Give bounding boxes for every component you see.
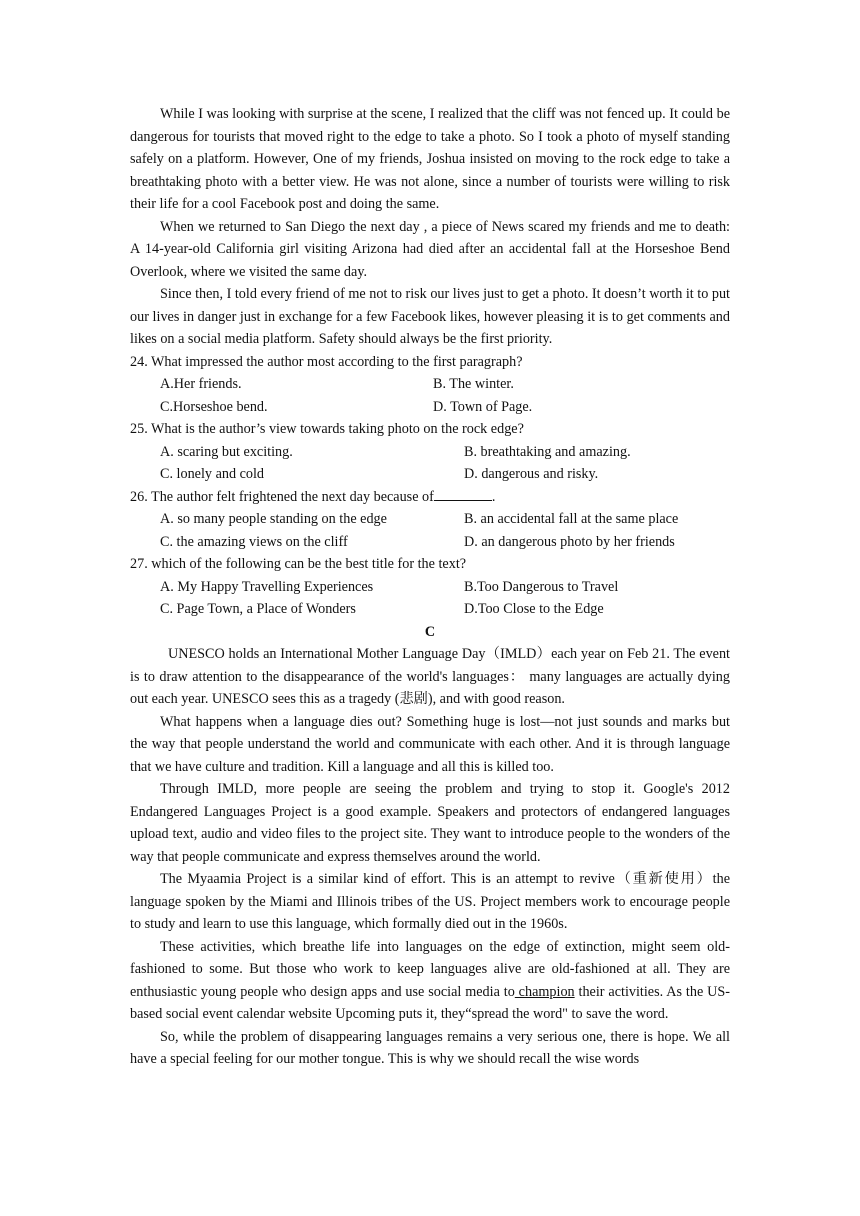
section-c-paragraph-6: So, while the problem of disappearing languages remains a very serious one, there is hope. We all have a special feeling for our mother tongue. This is why we should recall the wise words (130, 1028, 730, 1067)
question-27-options-row-2 (130, 598, 730, 621)
question-27-option-c: C. Page Town, a Place of Wonders (160, 601, 356, 617)
question-24-option-a: A.Her friends. (160, 376, 242, 392)
question-26-options-row-2 (130, 531, 730, 554)
question-27-options-row-1 (130, 576, 730, 599)
question-25-option-a: A. scaring but exciting. (160, 443, 293, 460)
question-24-stem: 24. What impressed the author most according to the first paragraph? (130, 353, 523, 370)
question-25-option-b: B. breathtaking and amazing. (464, 443, 631, 460)
question-26-option-d: D. an dangerous photo by her friends (464, 533, 675, 550)
question-27-option-b: B.Too Dangerous to Travel (464, 578, 619, 595)
question-25-options-row-2 (130, 463, 730, 486)
question-27-option-d: D.Too Close to the Edge (464, 601, 604, 617)
section-c-paragraph-5-start: These activities, which breathe life into languages on the edge of extinction, might seem old-fashioned to some. But those who work to keep languages alive are old-fashioned at all. They are enthusiastic young people who design apps and use social media to (130, 938, 730, 1000)
question-25-option-c: C. lonely and cold (160, 466, 265, 482)
document-page (130, 103, 730, 1071)
underlined-word-champion: champion (514, 983, 575, 1000)
passage-b-paragraph-1: While I was looking with surprise at the scene, I realized that the cliff was not fenced up. It could be dangerous for tourists that moved right to the edge to take a photo. So I took a photo of myself standing safely on a platform. However, One of my friends, Joshua insisted on moving to the rock edge to take a breathtaking photo with a better view. He was not alone, since a number of tourists were willing to risk their life for a cool Facebook post and doing the same. (130, 106, 730, 212)
question-25-option-d: D. dangerous and risky. (464, 466, 599, 482)
section-c-paragraph-5 (130, 936, 730, 1026)
section-c-title: C (424, 623, 436, 640)
question-25-options-row-1 (130, 441, 730, 464)
passage-b-paragraph-2: When we returned to San Diego the next day , a piece of News scared my friends and me to death: A 14-year-old California girl visiting Arizona had died after an accidental fall at the Horseshoe Bend Overlook, where we visited the same day. (130, 218, 730, 280)
section-c-paragraph-1: UNESCO holds an International Mother Language Day（IMLD）each year on Feb 21. The event is to draw attention to the disappearance of the world's languages： many languages are actually dying out each year. UNESCO sees this as a tragedy (悲剧), and with good reason. (130, 646, 730, 707)
question-27-option-a: A. My Happy Travelling Experiences (160, 578, 374, 595)
question-26-option-a: A. so many people standing on the edge (160, 511, 387, 527)
passage-b-paragraph-3: Since then, I told every friend of me not to risk our lives just to get a photo. It doesn’t worth it to put our lives in danger just in exchange for a few Facebook likes, however pleasing it is to get comments and likes on a social media platform. Safety should always be the first priority. (130, 286, 730, 347)
question-24-option-d: D. Town of Page. (433, 398, 533, 415)
question-26-stem-line (130, 486, 730, 509)
section-c-paragraph-2: What happens when a language dies out? Something huge is lost—not just sounds and marks but the way that people understand the world and communicate with each other. And it is through language that we have culture and tradition. Kill a language and all this is killed too. (130, 713, 730, 775)
question-26-options-row-1 (130, 508, 730, 531)
question-25-stem: 25. What is the author’s view towards taking photo on the rock edge? (130, 421, 524, 437)
question-26-stem-end: . (491, 488, 496, 505)
question-24-options-row-1 (130, 373, 730, 396)
question-24-options-row-2 (130, 396, 730, 419)
question-27-stem: 27. which of the following can be the best title for the text? (130, 556, 467, 572)
section-c-paragraph-5-end: their activities. As the US-based social event calendar website Upcoming puts it, they“spread the word" to save the word. (130, 983, 731, 1022)
question-24-option-b: B. The winter. (433, 376, 514, 392)
question-26-stem: 26. The author felt frightened the next day because of (130, 488, 434, 505)
section-c-paragraph-4: The Myaamia Project is a similar kind of effort. This is an attempt to revive（重新使用）the language spoken by the Miami and Illinois tribes of the US. Project members work to encourage people to study and learn to use this language, which formally died out in the 1960s. (130, 871, 730, 932)
answer-blank (434, 486, 492, 501)
question-24-option-c: C.Horseshoe bend. (160, 398, 268, 415)
question-26-option-c: C. the amazing views on the cliff (160, 533, 348, 550)
question-26-option-b: B. an accidental fall at the same place (464, 511, 679, 527)
section-c-paragraph-3: Through IMLD, more people are seeing the problem and trying to stop it. Google's 2012 Endangered Languages Project is a good example. Speakers and protectors of endangered languages upload text, audio and video files to the project site. They want to introduce people to the wonders of the way that people communicate and express themselves around the world. (130, 781, 730, 865)
